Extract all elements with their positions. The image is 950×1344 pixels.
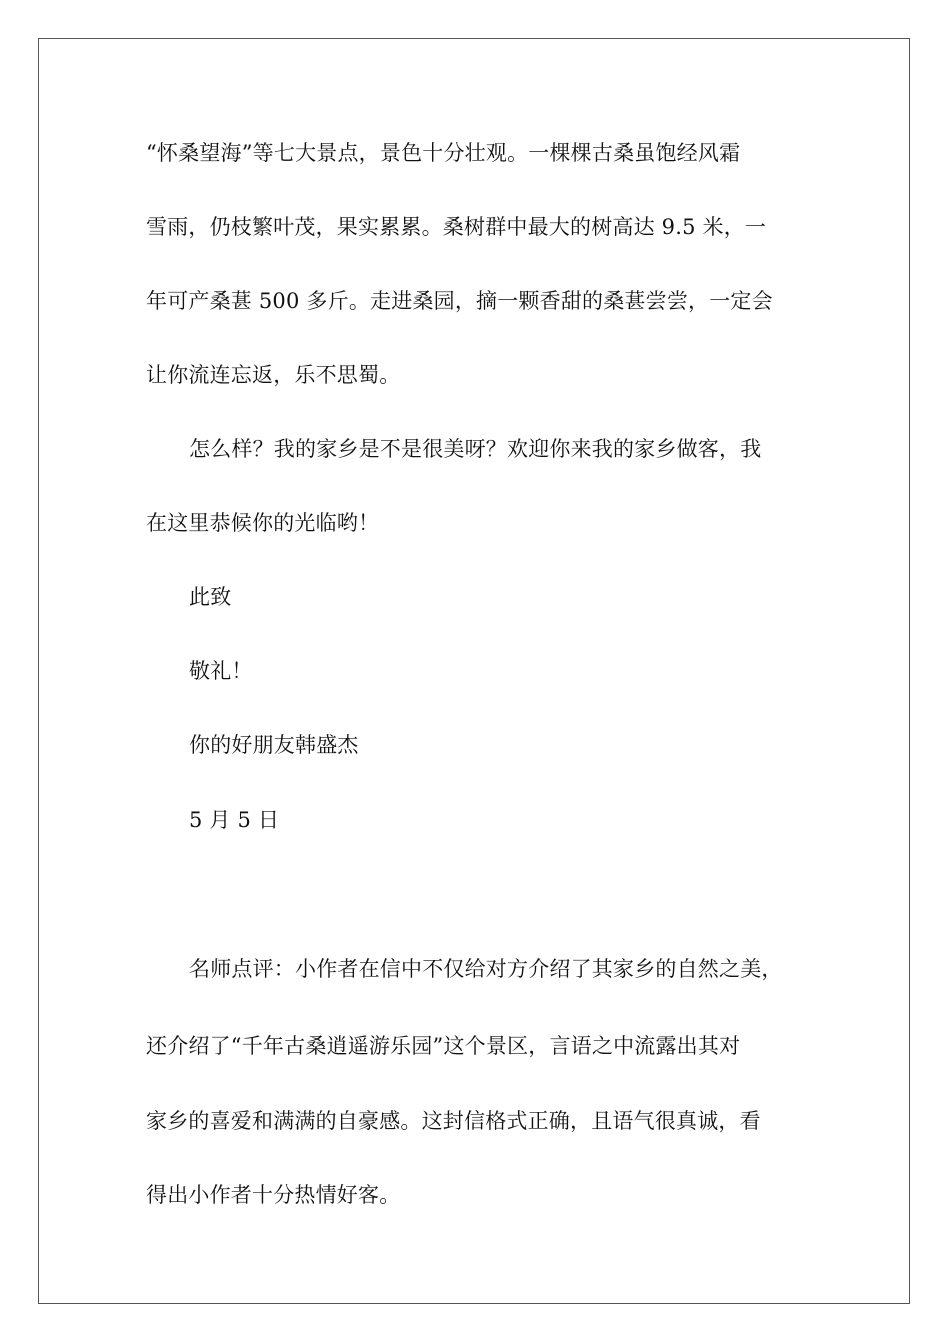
closing-paragraph-line-1: 怎么样？我的家乡是不是很美呀？欢迎你来我的家乡做客，我 [189,437,762,461]
body-line-3: 年可产桑葚 500 多斤。走进桑园，摘一颗香甜的桑葚尝尝，一定会 [146,289,773,313]
comment-line-3: 家乡的喜爱和满满的自豪感。这封信格式正确，且语气很真诚，看 [146,1109,761,1133]
body-line-2: 雪雨，仍枝繁叶茂，果实累累。桑树群中最大的树高达 9.5 米，一 [146,215,767,239]
comment-line-2: 还介绍了“千年古桑逍遥游乐园”这个景区，言语之中流露出其对 [146,1034,741,1058]
closing-paragraph-line-2: 在这里恭候你的光临哟！ [146,511,380,535]
comment-line-4: 得出小作者十分热情好客。 [146,1183,401,1207]
regards-line: 敬礼！ [189,659,253,683]
signature-line: 你的好朋友韩盛杰 [189,733,359,757]
salutation-line: 此致 [189,585,232,609]
body-line-1: “怀桑望海”等七大景点，景色十分壮观。一棵棵古桑虽饱经风霜 [146,141,741,165]
date-line: 5 月 5 日 [189,808,280,832]
comment-line-1: 名师点评：小作者在信中不仅给对方介绍了其家乡的自然之美， [189,957,783,981]
body-line-4: 让你流连忘返，乐不思蜀。 [146,363,401,387]
